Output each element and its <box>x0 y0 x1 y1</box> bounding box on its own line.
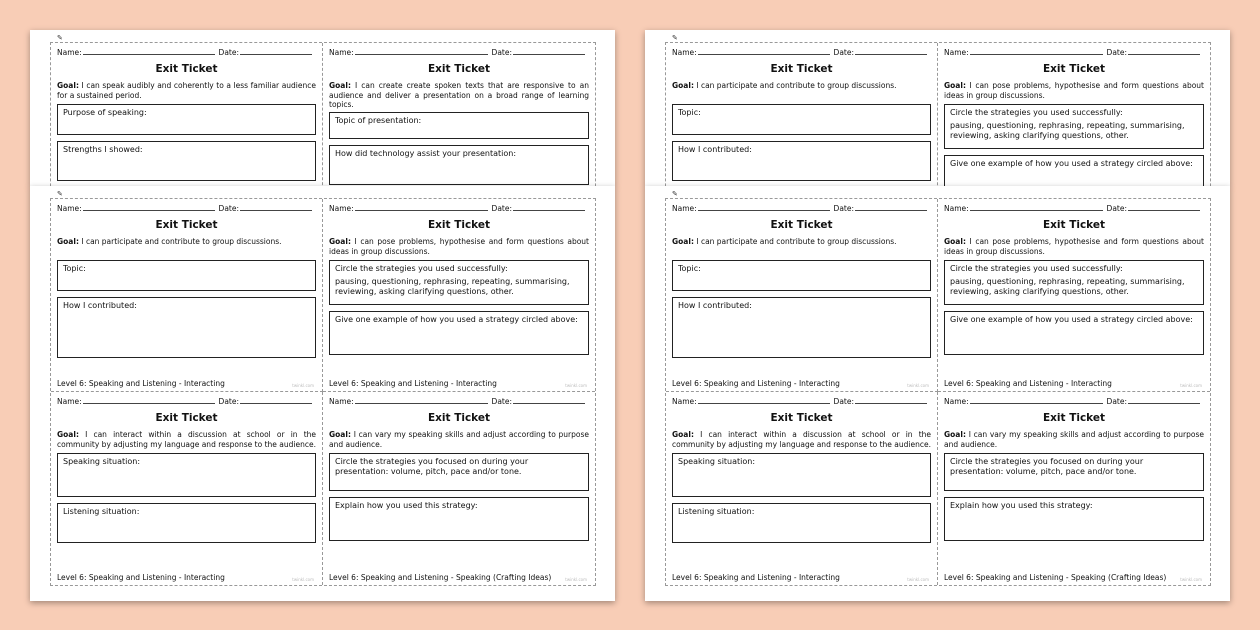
ticket-title: Exit Ticket <box>427 63 491 75</box>
name-label: Name: <box>672 203 697 213</box>
ticket-audibly <box>51 43 323 186</box>
name-date-row <box>672 46 931 57</box>
write-in-line[interactable] <box>855 54 927 55</box>
write-in-line[interactable] <box>970 403 1103 404</box>
ticket-title: Exit Ticket <box>1042 63 1106 75</box>
date-label: Date: <box>833 47 854 57</box>
example-box[interactable]: Give one example of how you used a strategy circled above: <box>329 311 589 355</box>
ticket-vary <box>323 392 595 585</box>
write-in-line[interactable] <box>355 403 488 404</box>
watermark: twinkl.com <box>292 383 314 388</box>
goal-text: Goal: I can pose problems, hypothesise and form questions about ideas in group discussions. <box>944 237 1204 256</box>
date-label: Date: <box>491 396 512 406</box>
ticket-interact <box>666 392 938 585</box>
write-in-line[interactable] <box>513 210 585 211</box>
name-date-row <box>57 46 316 57</box>
ticket-interact <box>51 392 323 585</box>
listening-situation-box[interactable]: Listening situation: <box>57 503 316 543</box>
watermark: twinkl.com <box>907 383 929 388</box>
name-label: Name: <box>944 203 969 213</box>
name-label: Name: <box>672 47 697 57</box>
watermark: twinkl.com <box>565 577 587 582</box>
goal-text: Goal: I can pose problems, hypothesise and form questions about ideas in group discussions. <box>329 237 589 256</box>
write-in-line[interactable] <box>698 54 830 55</box>
name-date-row <box>57 395 316 406</box>
write-in-line[interactable] <box>513 54 585 55</box>
ticket-problems <box>938 43 1210 186</box>
name-label: Name: <box>329 203 354 213</box>
date-label: Date: <box>218 396 239 406</box>
watermark: twinkl.com <box>1180 383 1202 388</box>
write-in-line[interactable] <box>698 210 830 211</box>
date-label: Date: <box>833 203 854 213</box>
goal-text: Goal: I can interact within a discussion at school or in the community by adjusting my language and response to the audience. <box>57 430 316 449</box>
ticket-group-discussion <box>51 199 323 392</box>
topic-box[interactable]: Topic: <box>672 260 931 291</box>
date-label: Date: <box>491 47 512 57</box>
worksheet-back-left <box>30 30 615 186</box>
example-box[interactable]: Give one example of how you used a strategy circled above: <box>944 311 1204 355</box>
ticket-title: Exit Ticket <box>155 63 218 75</box>
name-label: Name: <box>57 396 82 406</box>
goal-text: Goal: I can participate and contribute to group discussions. <box>672 237 897 247</box>
response-box[interactable]: Purpose of speaking: <box>57 104 316 135</box>
write-in-line[interactable] <box>240 54 312 55</box>
goal-text: Goal: I can vary my speaking skills and adjust according to purpose and audience. <box>329 430 590 449</box>
goal-text: Goal: I can interact within a discussion at school or in the community by adjusting my language and response to the audience. <box>672 430 931 449</box>
write-in-line[interactable] <box>83 210 215 211</box>
date-label: Date: <box>218 47 239 57</box>
ticket-title: Exit Ticket <box>770 219 833 231</box>
ticket-title: Exit Ticket <box>427 219 491 231</box>
write-in-line[interactable] <box>1128 403 1200 404</box>
name-date-row <box>329 46 589 57</box>
response-box[interactable]: Strengths I showed: <box>57 141 316 181</box>
write-in-line[interactable] <box>855 403 927 404</box>
name-date-row <box>57 202 316 213</box>
goal-text: Goal: I can speak audibly and coherently to a less familiar audience for a sustained period. <box>57 81 316 100</box>
date-label: Date: <box>1106 203 1127 213</box>
write-in-line[interactable] <box>970 54 1103 55</box>
level-footer: Level 6: Speaking and Listening - Interacting <box>329 378 497 388</box>
response-box[interactable]: Topic: <box>672 104 931 135</box>
ticket-group-discussion <box>666 43 938 186</box>
strategies-box[interactable]: Circle the strategies you used successfully: pausing, questioning, rephrasing, repeating, summarising, reviewing, asking clarifying questions, other. <box>944 260 1204 305</box>
worksheet-front-left <box>30 186 615 601</box>
write-in-line[interactable] <box>83 403 215 404</box>
goal-text: Goal: I can pose problems, hypothesise and form questions about ideas in group discussions. <box>944 81 1204 100</box>
write-in-line[interactable] <box>355 210 488 211</box>
level-footer: Level 6: Speaking and Listening - Speaking (Crafting Ideas) <box>329 572 552 582</box>
speaking-situation-box[interactable]: Speaking situation: <box>57 453 316 497</box>
date-label: Date: <box>218 203 239 213</box>
logo-icon: ✎ <box>672 34 678 42</box>
watermark: twinkl.com <box>292 577 314 582</box>
watermark: twinkl.com <box>565 383 587 388</box>
write-in-line[interactable] <box>970 210 1103 211</box>
name-label: Name: <box>672 396 697 406</box>
worksheet-back-right <box>645 30 1230 186</box>
level-footer: Level 6: Speaking and Listening - Speaking (Crafting Ideas) <box>944 572 1167 582</box>
watermark: twinkl.com <box>1180 577 1202 582</box>
ticket-title: Exit Ticket <box>770 412 833 424</box>
worksheet-front-right <box>645 186 1230 601</box>
name-date-row <box>944 46 1204 57</box>
goal-text: Goal: I can create create spoken texts that are responsive to an audience and deliver a presentation on a broad range of learning topics. <box>329 81 589 109</box>
response-box[interactable]: Topic of presentation: <box>329 112 589 139</box>
write-in-line[interactable] <box>855 210 927 211</box>
level-footer: Level 6: Speaking and Listening - Interacting <box>57 572 225 582</box>
ticket-vary <box>938 392 1210 585</box>
logo-icon: ✎ <box>57 190 63 198</box>
name-date-row <box>944 202 1204 213</box>
name-label: Name: <box>329 396 354 406</box>
write-in-line[interactable] <box>698 403 830 404</box>
ticket-title: Exit Ticket <box>155 412 218 424</box>
goal-text: Goal: I can participate and contribute to group discussions. <box>57 237 282 247</box>
ticket-create <box>323 43 595 186</box>
name-date-row <box>672 395 931 406</box>
name-label: Name: <box>944 396 969 406</box>
contribution-box[interactable]: How I contributed: <box>57 297 316 358</box>
response-box[interactable]: Circle the strategies you used successfully: pausing, questioning, rephrasing, repeating, summarising, reviewing, asking clarifying questions, other. <box>944 104 1204 149</box>
strategies-box[interactable]: Circle the strategies you focused on during your presentation: volume, pitch, pace and/or tone. <box>329 453 589 491</box>
write-in-line[interactable] <box>513 403 585 404</box>
write-in-line[interactable] <box>240 210 312 211</box>
ticket-title: Exit Ticket <box>770 63 833 75</box>
date-label: Date: <box>491 203 512 213</box>
write-in-line[interactable] <box>83 54 215 55</box>
response-box[interactable]: How did technology assist your presentation: <box>329 145 589 185</box>
name-date-row <box>329 395 589 406</box>
name-label: Name: <box>57 203 82 213</box>
strategies-box[interactable]: Circle the strategies you used successfully: pausing, questioning, rephrasing, repeating, summarising, reviewing, asking clarifying questions, other. <box>329 260 589 305</box>
level-footer: Level 6: Speaking and Listening - Interacting <box>57 378 225 388</box>
write-in-line[interactable] <box>355 54 488 55</box>
name-label: Name: <box>329 47 354 57</box>
response-box[interactable]: How I contributed: <box>672 141 931 181</box>
watermark: twinkl.com <box>907 577 929 582</box>
ticket-problems <box>323 199 595 392</box>
listening-situation-box[interactable]: Listening situation: <box>672 503 931 543</box>
level-footer: Level 6: Speaking and Listening - Interacting <box>672 572 840 582</box>
goal-text: Goal: I can participate and contribute to group discussions. <box>672 81 897 91</box>
explain-box[interactable]: Explain how you used this strategy: <box>329 497 589 541</box>
name-date-row <box>944 395 1204 406</box>
contribution-box[interactable]: How I contributed: <box>672 297 931 358</box>
logo-icon: ✎ <box>672 190 678 198</box>
goal-text: Goal: I can vary my speaking skills and adjust according to purpose and audience. <box>944 430 1205 449</box>
ticket-problems <box>938 199 1210 392</box>
name-label: Name: <box>944 47 969 57</box>
write-in-line[interactable] <box>1128 54 1200 55</box>
ticket-title: Exit Ticket <box>427 412 491 424</box>
name-date-row <box>672 202 931 213</box>
ticket-title: Exit Ticket <box>1042 412 1106 424</box>
date-label: Date: <box>833 396 854 406</box>
logo-icon: ✎ <box>57 34 63 42</box>
topic-box[interactable]: Topic: <box>57 260 316 291</box>
write-in-line[interactable] <box>240 403 312 404</box>
ticket-title: Exit Ticket <box>155 219 218 231</box>
response-box[interactable]: Give one example of how you used a strategy circled above: <box>944 155 1204 186</box>
ticket-title: Exit Ticket <box>1042 219 1106 231</box>
date-label: Date: <box>1106 47 1127 57</box>
name-label: Name: <box>57 47 82 57</box>
level-footer: Level 6: Speaking and Listening - Interacting <box>944 378 1112 388</box>
strategies-box[interactable]: Circle the strategies you focused on during your presentation: volume, pitch, pace and/or tone. <box>944 453 1204 491</box>
level-footer: Level 6: Speaking and Listening - Interacting <box>672 378 840 388</box>
write-in-line[interactable] <box>1128 210 1200 211</box>
ticket-group-discussion <box>666 199 938 392</box>
explain-box[interactable]: Explain how you used this strategy: <box>944 497 1204 541</box>
speaking-situation-box[interactable]: Speaking situation: <box>672 453 931 497</box>
date-label: Date: <box>1106 396 1127 406</box>
name-date-row <box>329 202 589 213</box>
